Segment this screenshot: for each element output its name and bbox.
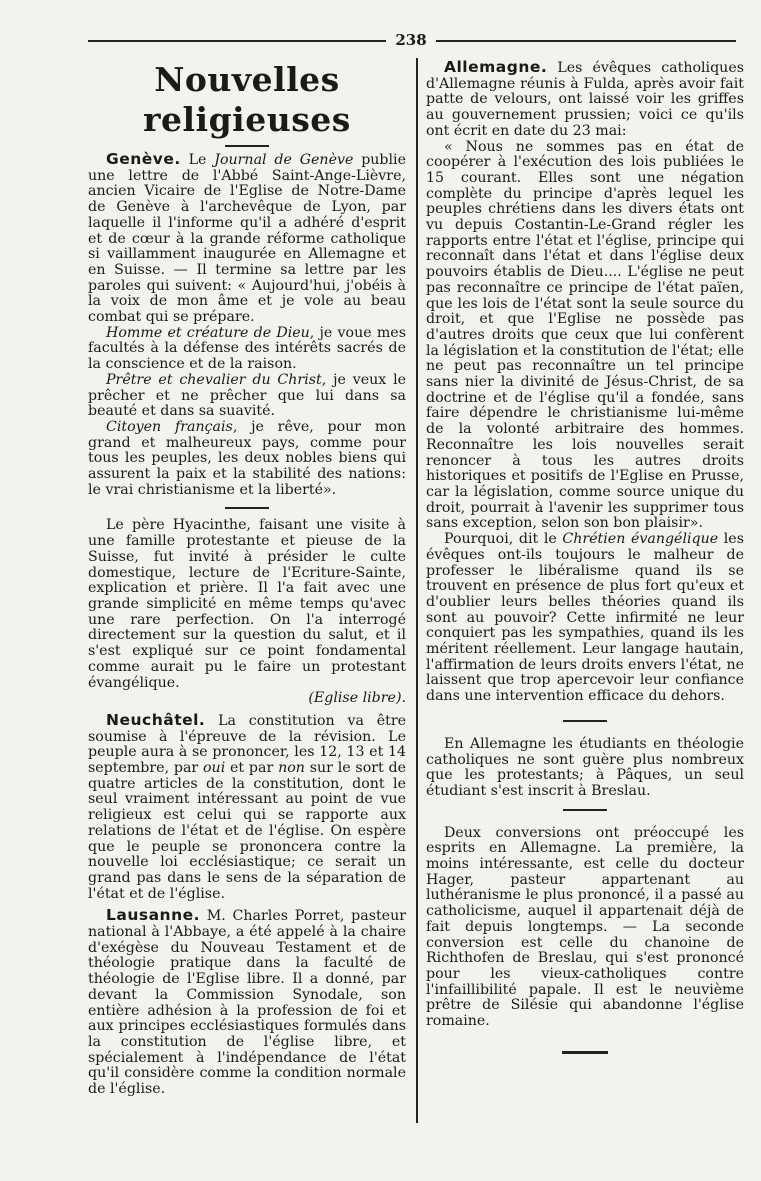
article-conversions: Deux conversions ont préoccupé les esprits en Allemagne. La première, la moins intéressante, est celle du docteur Hager, pasteur appartenant au luthéranisme le plus prononcé, il a passé au catholicisme, auquel il appartenait déjà de fait depuis longtemps. — La seconde conversion est celle du chanoine de Richthofen de Breslau, qui s'est prononcé pour les vieux-catholiques contre l'infaillibilité papale. Il est le neuvième prêtre de Silésie qui abandonne l'église romaine. [426,824,744,1030]
italic-text: Homme et créature de Dieu [106,324,310,341]
page-header [88,30,736,50]
article-hyacinthe [88,518,406,691]
column-divider [416,58,418,1123]
text: les évêques ont-ils toujours le malheur de professer le libéralisme quand ils se trouvent en présence de plus fort qu'eux et d'oublier leurs belles théories quand ils sont au pouvoir? Cette infirmité ne leur conquiert pas les sympathies, quand ils les méritent réellement. Leur langage hautain, l'affirmation de leurs droits envers l'état, ne laissent que trop apercevoir leur confiance dans une intervention efficace du dehors. [426,531,744,705]
article-geneve [88,152,406,326]
article-allemagne [426,60,744,140]
italic-text: Chrétien évangélique [562,531,719,548]
journal-name: Journal de Genève [214,152,354,168]
heading-lausanne: Lausanne. [106,906,201,925]
text: Les évêques catholiques d'Allemagne réunis à Fulda, après avoir fait patte de velours, ont laissé voir les griffes au gouvernement prussien; voici ce qu'ils ont écrit en date du 23 mai: [426,60,744,139]
article-lausanne [88,908,406,1097]
separator [225,145,269,147]
heading-allemagne: Allemagne. [444,58,548,76]
text: Le père Hyacinthe, faisant une visite à une famille protestante et pieuse de la Suisse, fut invité à présider le culte domestique, lecture de l'Ecriture-Sainte, explication et prière. Il l'a fait avec une grande simplicité en même temps qu'avec une rare perfection. On l'a interrogé directement sur la question du salut, et il s'est expliqué sur ce point fondamental comme aurait pu le faire un protestant évangélique. [88,517,406,691]
text: sur le sort de quatre articles de la constitution, dont le seul vraiment intéressant au point de vue religieux est celui qui se rapporte aux relations de l'état et de l'église. On espère que le peuple se prononcera contre la nouvelle loi ecclésiastique; ce serait un grand pas dans le sens de la séparation de l'état et de l'église. [88,760,407,902]
paragraph [426,532,744,705]
attribution: (Eglise libre). [308,690,406,707]
separator [563,720,607,722]
heading-geneve: Genève. [106,150,181,168]
quote-paragraph: « Nous ne sommes pas en état de coopérer à l'exécution des lois publiées le 15 courant. Elles sont une négation complète du principe d'après lequel les peuples chrétiens dans les divers états ont vu depuis Costantin-Le-Grand régler les rapports entre l'état et l'église, principe qui reconnaît dans l'état et dans l'église deux pouvoirs établis de Dieu.... L'église ne peut pas reconnaître ce principe de l'état païen, que les lois de l'état sont la seule source du droit, et que l'Eglise ne possède pas d'autres droits que ceux que lui confèrent la législation et la constitution de l'état; elle ne peut pas reconnaître un tel principe sans nier la divinité de Jésus-Christ, de sa doctrine et de l'église qu'il a fondée, sans faire dépendre le christianisme lui-même de la volonté arbitraire des hommes. Reconnaître les lois nouvelles serait renoncer à tous les autres droits historiques et positifs de l'Eglise en Prusse, car la législation, comme source unique du droit, pourrait à l'avenir les supprimer tous sans exception, selon son bon plaisir». [426,138,744,532]
paragraph [88,420,406,499]
text: , je rêve, pour mon grand et malheureux pays, comme pour tous les peuples, les deux nobles biens qui assurent la paix et la stabilité des nations: le vrai christianisme et la liberté». [88,418,406,498]
article-neuchatel [88,710,407,902]
right-column [426,60,744,1063]
italic-text: non [278,760,305,777]
italic-text: Prêtre et chevalier du Christ [106,371,322,388]
text: et par [225,760,279,777]
end-separator [562,1051,608,1054]
page-title: Nouvelles religieuses [143,60,351,139]
heading-neuchatel: Neuchâtel. [106,710,206,729]
text: La constitution va être soumise à l'épreuve de la révision. Le peuple aura à se prononcer, les 12, 13 et 14 septembre, par [88,712,406,777]
header-rule-left [88,40,386,42]
italic-text: oui [203,760,226,777]
paragraph [88,373,406,420]
header-rule-right [436,40,736,42]
separator [225,507,269,509]
spacer [426,705,744,711]
text: M. Charles Porret, pasteur national à l'Abbaye, a été appelé à la chaire d'exégèse du Nouveau Testament et de théologie pratique dans la faculté de théologie de l'Eglise libre. Il a donné, par devant la Commission Synodale, son entière adhésion à la profession de foi et aux principes ecclésiastiques formulés dans la constitution de l'église libre, et spécialement à l'indépendance de l'état qu'il considère comme la condition normale de l'église. [88,908,406,1098]
page-number: 238 [395,31,427,49]
text: , je voue mes facultés à la défense des intérêts sacrés de la conscience et de la raison. [88,324,406,373]
text: , je veux le prêcher et ne prêcher que lui dans sa beauté et dans sa suavité. [88,371,406,420]
article-etudiants: En Allemagne les étudiants en théologie catholiques ne sont guère plus nombreux que les protestants; à Pâques, un seul étudiant s'est inscrit à Breslau. [426,735,744,799]
text: publie une lettre de l'Abbé Saint-Ange-Lièvre, ancien Vicaire de l'Eglise de Notre-Dame de Genève à l'archevêque de Lyon, par laquelle il l'informe qu'il a adhéré d'esprit et de cœur à la grande réforme catholique si vaillamment inaugurée en Allemagne et en Suisse. — Il termine sa lettre par les paroles qui suivent: « Aujourd'hui, j'obéis à la voix de mon âme et je vole au beau combat qui se prépare. [88,152,406,326]
text: Le [180,152,215,168]
left-column [88,60,406,1098]
text: Pourquoi, dit le [444,531,563,548]
paragraph [88,326,406,373]
spacer [426,1030,744,1042]
separator [563,809,607,811]
italic-text: Citoyen français [106,418,233,435]
